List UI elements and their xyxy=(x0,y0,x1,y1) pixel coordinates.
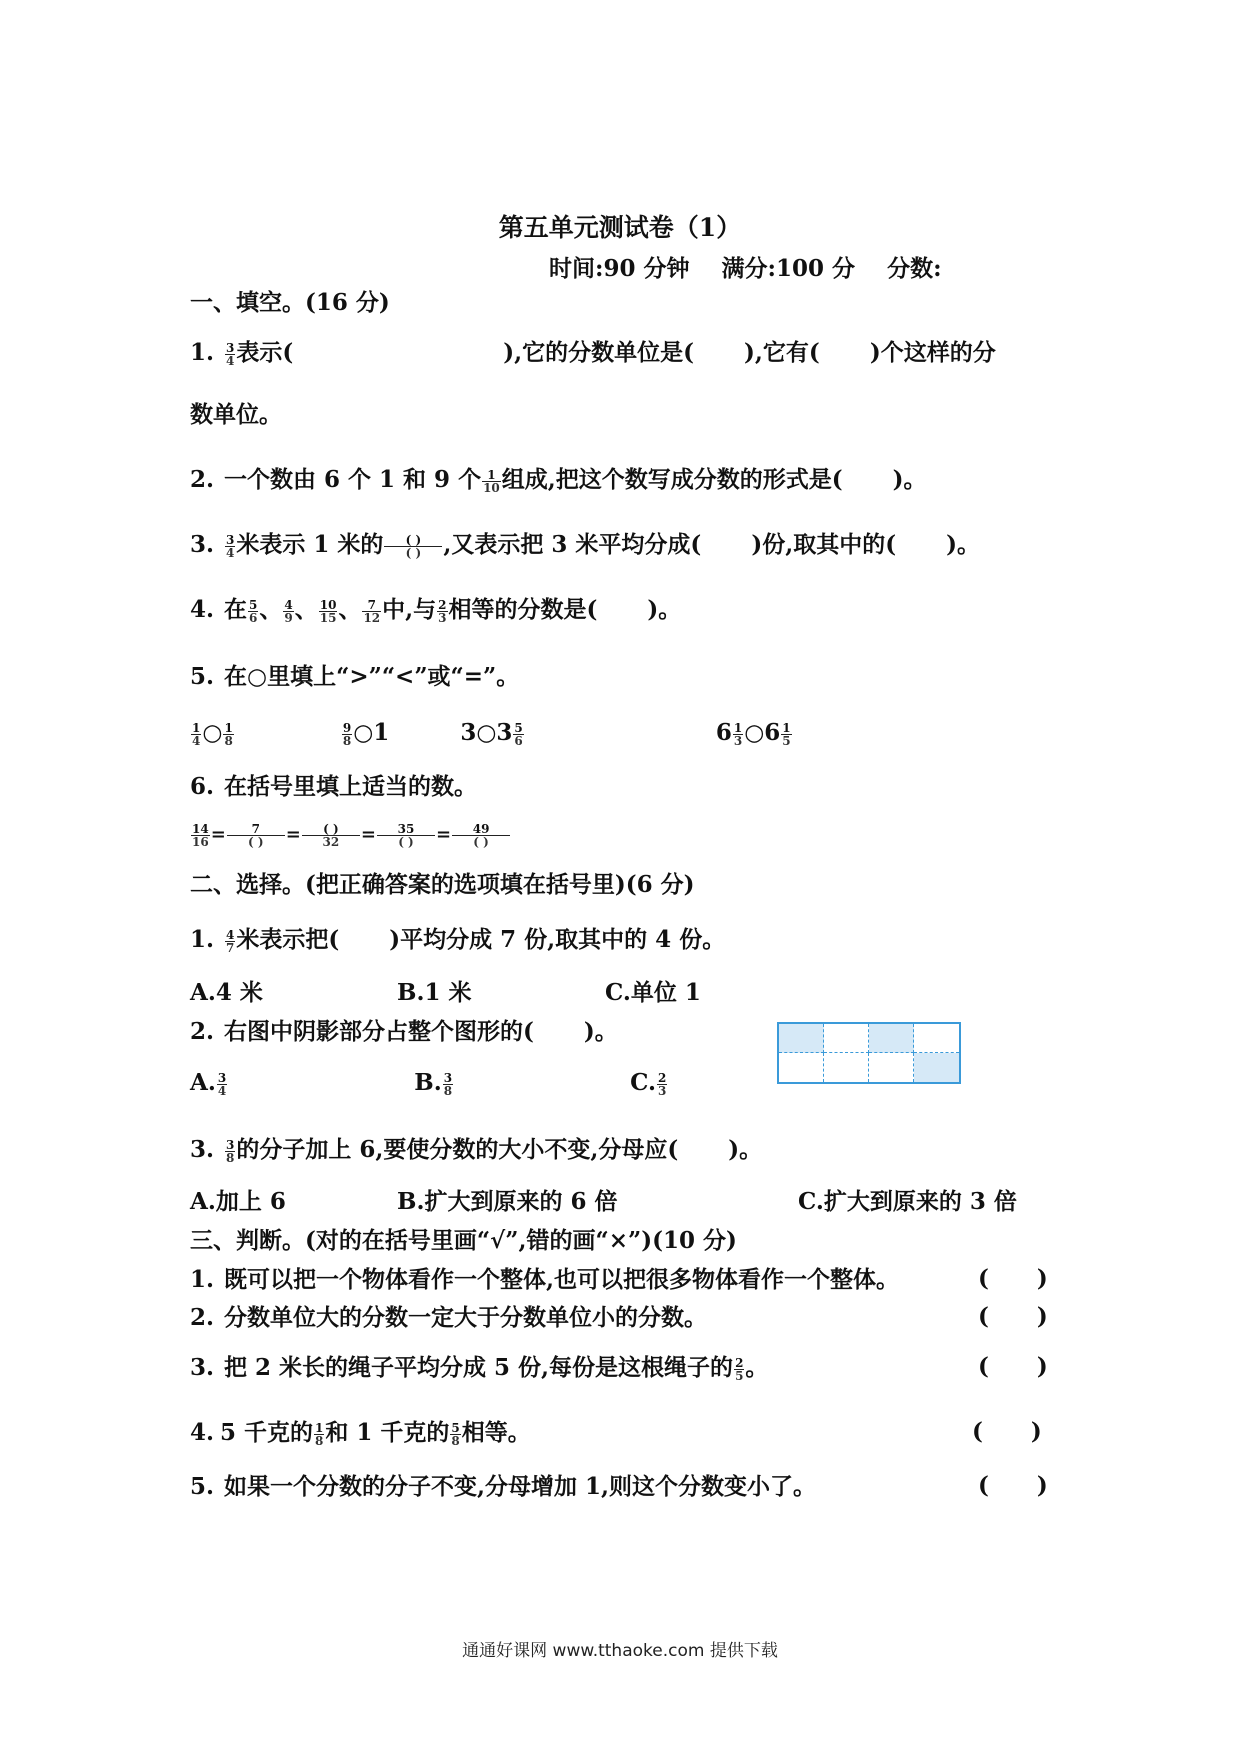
s2-q3: 3. $\frac{3}{8}$ 的分子加上 6,要使分数的大小不变,分母应( )。 xyxy=(190,1136,763,1165)
option-c: C.单位 1 xyxy=(605,979,701,1006)
s3-item-4: 4. 5 千克的 $\frac{1}{8}$ 和 1 千克的 $\frac{5}{8}$ 相等。 xyxy=(190,1419,531,1448)
grid-cell xyxy=(779,1053,824,1082)
s3-item-1: 1. 既可以把一个物体看作一个整体,也可以把很多物体看作一个整体。 xyxy=(190,1266,900,1293)
grid-cell xyxy=(869,1053,914,1082)
s1-q6: 6. 在括号里填上适当的数。 xyxy=(190,773,478,800)
answer-paren[interactable]: ( ) xyxy=(972,1418,1042,1445)
section1-heading: 一、填空。(16 分) xyxy=(190,289,390,316)
s1-q2: 2. 一个数由 6 个 1 和 9 个 $\frac{1}{10}$ 组成,把这个数写成分数的形式是( )。 xyxy=(190,466,927,495)
s3-item-2: 2. 分数单位大的分数一定大于分数单位小的分数。 xyxy=(190,1304,708,1331)
s1-q1-cont: 数单位。 xyxy=(190,401,282,428)
grid-cell xyxy=(779,1024,824,1053)
s1-q1: 1. $\frac{3}{4}$ 表示( ),它的分数单位是( ),它有( )个这样的分 xyxy=(190,339,996,368)
option-a: A. $\frac{3}{4}$ xyxy=(190,1069,227,1098)
s2-q2: 2. 右图中阴影部分占整个图形的( )。 xyxy=(190,1018,618,1045)
option-b: B. $\frac{3}{8}$ xyxy=(414,1069,453,1098)
answer-paren[interactable]: ( ) xyxy=(978,1472,1048,1499)
answer-paren[interactable]: ( ) xyxy=(978,1265,1048,1292)
grid-cell xyxy=(914,1024,959,1053)
s1-q5: 5. 在○里填上“>”“<”或“=”。 xyxy=(190,663,520,690)
footer-watermark: 通通好课网 www.tthaoke.com 提供下载 xyxy=(462,1641,778,1661)
option-b: B.1 米 xyxy=(397,979,472,1006)
s3-item-5: 5. 如果一个分数的分子不变,分母增加 1,则这个分数变小了。 xyxy=(190,1473,817,1500)
grid-cell xyxy=(824,1024,869,1053)
s2-q1: 1. $\frac{4}{7}$ 米表示把( )平均分成 7 份,取其中的 4 份。 xyxy=(190,926,726,955)
s1-q3: 3. $\frac{3}{4}$ 米表示 1 米的 $\frac{( )}{( )}$ ,又表示把 3 米平均分成( )份,取其中的( )。 xyxy=(190,531,980,560)
option-b: B.扩大到原来的 6 倍 xyxy=(397,1188,618,1215)
s1-q6-eq: $\frac{14}{16}$ = $\frac{7}{( )}$ = $\frac{( )}{32}$ = $\frac{35}{( )}$ = $\frac{49}{( )}$ xyxy=(190,820,511,850)
s1-q5-row: $\frac{1}{4}$ ○ $\frac{1}{8}$ $\frac{9}{8}$ ○1 3○3 $\frac{5}{6}$ 6 $\frac{1}{3}$ ○6 $\frac{1}{5}$ xyxy=(192,719,791,748)
option-a: A.4 米 xyxy=(190,979,263,1006)
option-a: A.加上 6 xyxy=(190,1188,286,1215)
page-title: 第五单元测试卷（1） xyxy=(498,213,742,242)
grid-cell xyxy=(869,1024,914,1053)
exam-info: 时间:90 分钟 满分:100 分 分数: xyxy=(549,255,942,282)
section2-heading: 二、选择。(把正确答案的选项填在括号里)(6 分) xyxy=(190,871,695,898)
section3-heading: 三、判断。(对的在括号里画“√”,错的画“×”)(10 分) xyxy=(190,1227,737,1254)
shaded-grid-figure xyxy=(777,1022,961,1084)
s2-q2-options xyxy=(190,1068,668,1098)
s1-q4: 4. 在 $\frac{5}{6}$ 、 $\frac{4}{9}$ 、 $\frac{10}{15}$ 、 $\frac{7}{12}$ 中,与 $\frac{2}{3}$ 相等的分数是( )。 xyxy=(190,596,682,625)
grid-cell xyxy=(914,1053,959,1082)
answer-paren[interactable]: ( ) xyxy=(978,1353,1048,1380)
answer-paren[interactable]: ( ) xyxy=(978,1303,1048,1330)
option-c: C. $\frac{2}{3}$ xyxy=(630,1069,667,1098)
option-c: C.扩大到原来的 3 倍 xyxy=(798,1188,1017,1215)
s3-item-3: 3. 把 2 米长的绳子平均分成 5 份,每份是这根绳子的 $\frac{2}{5}$ 。 xyxy=(190,1354,769,1383)
grid-cell xyxy=(824,1053,869,1082)
